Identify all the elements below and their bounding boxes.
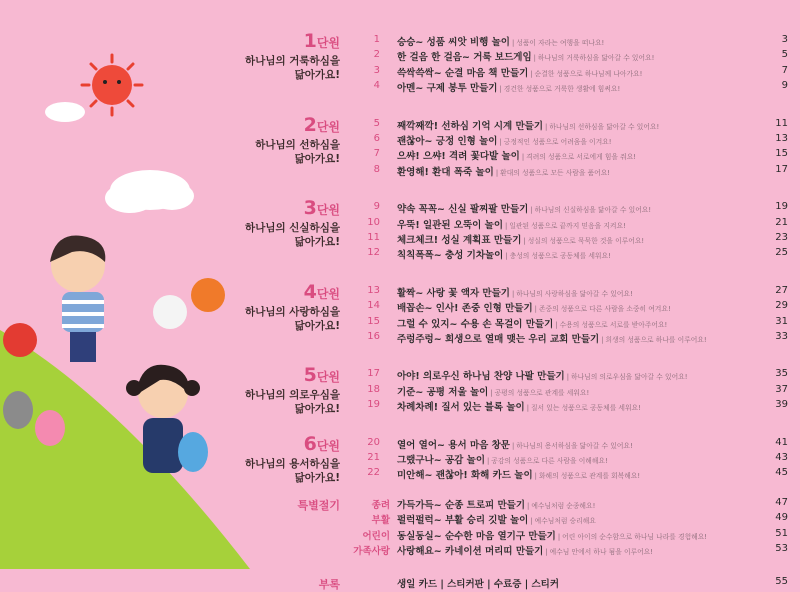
green-hill: [0, 330, 250, 569]
lesson-page: 13: [775, 132, 788, 144]
lesson-title: 기준~ 공평 저울 놀이: [397, 386, 489, 398]
lesson-text: [397, 452, 608, 466]
separator: |: [499, 137, 502, 146]
unit-title-line1: 하나님의 선하심을: [255, 138, 340, 151]
lesson-number: 12: [367, 247, 380, 259]
fruit-character-pink: [35, 410, 65, 446]
lesson-title: 승승~ 성품 씨앗 비행 놀이: [397, 37, 510, 48]
lesson-number: 7: [373, 148, 380, 160]
lesson-page: 5: [781, 49, 788, 61]
unit-title-line1: 하나님의 거룩하심을: [245, 55, 340, 67]
lesson-title: 펄럭펄럭~ 부활 승리 깃발 놀이: [397, 515, 529, 527]
lesson-text: [397, 467, 640, 481]
lesson-page: 47: [775, 496, 788, 508]
lesson-label: 부활: [371, 515, 390, 527]
lesson-row[interactable]: [230, 133, 790, 148]
lesson-description: 일관된 성품으로 끝까지 믿음을 지켜요!: [509, 221, 626, 230]
lesson-list: [230, 497, 790, 559]
lesson-number: 6: [373, 132, 380, 144]
lesson-list: [230, 437, 790, 483]
lesson-title: 쓱싹쓱싹~ 순결 마음 책 만들기: [397, 67, 529, 79]
special-heading: 특별절기: [297, 498, 340, 512]
lesson-title: 열어 열어~ 용서 마음 창문: [397, 439, 510, 451]
lesson-list: [230, 368, 790, 414]
lesson-row[interactable]: [230, 512, 790, 527]
fruit-character-blue: [178, 432, 208, 472]
separator: |: [495, 168, 499, 177]
lesson-description: 예수님 안에서 하나 됨을 이루어요!: [549, 547, 653, 556]
separator: |: [511, 289, 515, 298]
lesson-text: [397, 512, 596, 526]
lesson-page: 15: [775, 148, 788, 160]
lesson-row[interactable]: [230, 80, 790, 95]
lesson-page: 9: [781, 80, 788, 92]
separator: |: [505, 221, 508, 230]
separator: |: [555, 320, 558, 329]
lesson-page: 45: [775, 467, 788, 479]
lesson-number: 8: [373, 163, 380, 175]
appendix-page: 55: [775, 576, 788, 588]
lesson-number: 17: [367, 368, 380, 380]
lesson-row[interactable]: [230, 300, 790, 315]
lesson-page: 31: [775, 315, 788, 327]
separator: |: [487, 456, 490, 465]
lesson-description: 예수님처럼 순종해요!: [531, 501, 596, 510]
lesson-description: 하나님의 신실하심을 닮아갈 수 있어요!: [534, 206, 652, 215]
lesson-description: 충성의 성품으로 공동체를 세워요!: [509, 252, 611, 261]
lesson-description: 긍정적인 성품으로 어려움을 이겨요!: [503, 137, 612, 146]
fruit-character-apple: [3, 323, 37, 357]
lesson-title: 칙칙폭폭~ 충성 기차놀이: [397, 250, 504, 262]
lesson-row[interactable]: [230, 452, 790, 467]
separator: |: [523, 236, 526, 245]
lesson-row[interactable]: [230, 232, 790, 247]
lesson-page: 27: [775, 284, 788, 296]
lesson-description: 공평의 성품으로 관계를 세워요!: [494, 388, 590, 397]
unit-number-suffix: 단원: [316, 286, 340, 301]
unit-number-value: 5: [303, 364, 317, 387]
lesson-description: 하나님의 선하심을 닮아갈 수 있어요!: [549, 122, 660, 131]
separator: |: [530, 206, 533, 215]
lesson-number: 3: [373, 64, 380, 76]
unit-number-suffix: 단원: [316, 438, 340, 453]
lesson-number: 13: [367, 284, 380, 296]
lesson-text: [397, 285, 633, 299]
lesson-number: 18: [367, 383, 380, 395]
lesson-text: [397, 437, 633, 451]
lesson-row[interactable]: [230, 384, 790, 399]
lesson-description: 성실의 성품으로 묵묵한 것을 이루어요!: [527, 236, 645, 245]
lesson-page: 11: [775, 117, 788, 129]
lesson-description: 성품이 자라는 여행을 떠나요!: [516, 39, 605, 47]
unit-number-suffix: 단원: [316, 36, 340, 50]
lesson-row[interactable]: [230, 467, 790, 482]
lesson-description: 어린 아이의 순수함으로 하나님 나라를 경험해요!: [562, 532, 707, 541]
lesson-text: [397, 49, 654, 63]
lesson-number: 21: [367, 451, 380, 463]
appendix-heading: 부록: [318, 578, 340, 592]
lesson-page: 7: [781, 64, 788, 76]
lesson-page: 21: [775, 216, 788, 228]
unit-title-line1: 하나님의 용서하심을: [245, 457, 340, 470]
lesson-page: 53: [775, 542, 788, 554]
lesson-row[interactable]: [230, 164, 790, 179]
lesson-description: 하나님의 용서하심을 닮아갈 수 있어요!: [516, 441, 633, 450]
lesson-row[interactable]: [230, 399, 790, 414]
lesson-title: 배꼽손~ 인사! 존중 인형 만들기: [397, 303, 533, 315]
lesson-text: [397, 247, 611, 261]
lesson-row[interactable]: [230, 201, 790, 216]
lesson-text: [397, 384, 589, 398]
unit-number-value: 6: [303, 432, 317, 455]
lesson-list: [230, 118, 790, 180]
lesson-text: [397, 65, 642, 79]
lesson-title: 으쌰! 으쌰! 격려 꽃다발 놀이: [397, 151, 520, 163]
separator: |: [499, 85, 502, 94]
lesson-number: 9: [373, 201, 380, 213]
lesson-row[interactable]: [230, 316, 790, 331]
unit-title-line1: 하나님의 신실하심을: [245, 222, 340, 235]
unit-number-value: 4: [303, 280, 317, 303]
lesson-row[interactable]: [230, 437, 790, 452]
appendix-items: [397, 576, 559, 590]
lesson-title: 체크체크! 성실 계획표 만들기: [397, 234, 522, 246]
separator: |: [530, 69, 533, 78]
lesson-text: [397, 133, 611, 147]
separator: |: [533, 54, 536, 63]
lesson-title: 아멘~ 구제 봉투 만들기: [397, 83, 498, 95]
fruit-character-white: [153, 295, 187, 329]
unit-number-suffix: 단원: [316, 370, 340, 385]
lesson-page: 51: [775, 527, 788, 539]
separator: |: [511, 39, 515, 47]
lesson-number: 1: [373, 34, 380, 45]
appendix-row[interactable]: [230, 576, 790, 591]
appendix-item-list: 생일 카드 | 스티커판 | 수료증 | 스티커: [397, 579, 560, 591]
lesson-text: [397, 543, 653, 557]
separator: |: [490, 388, 493, 397]
lesson-title: 사랑해요~ 카네이션 머리띠 만들기: [397, 545, 544, 557]
lesson-row[interactable]: [230, 331, 790, 346]
lesson-description: 예수님처럼 승리해요: [534, 517, 596, 526]
lesson-page: 35: [775, 368, 788, 380]
lesson-text: [397, 34, 604, 48]
lesson-page: 39: [775, 399, 788, 411]
lesson-list: [230, 201, 790, 263]
unit-title-line1: 하나님의 의로우심을: [245, 389, 340, 402]
lesson-title: 차례차례! 질서 있는 블록 놀이: [397, 402, 525, 414]
lesson-number: 5: [373, 117, 380, 129]
lesson-text: [397, 368, 687, 382]
lesson-text: [397, 148, 636, 162]
sun-icon: [82, 55, 142, 115]
fruit-character-orange: [191, 278, 225, 312]
lesson-number: 16: [367, 330, 380, 342]
lesson-number: 22: [367, 467, 380, 479]
lesson-page: 25: [775, 247, 788, 259]
lesson-row[interactable]: [230, 368, 790, 383]
lesson-page: 19: [775, 201, 788, 213]
lesson-description: 격려의 성품으로 서로에게 힘을 줘요!: [526, 153, 636, 162]
lesson-label: 가족사랑: [353, 545, 390, 557]
lesson-text: [397, 497, 595, 511]
lesson-page: 43: [775, 451, 788, 463]
lesson-description: 경건한 성품으로 거룩한 생활에 힘써요!: [503, 85, 621, 94]
lesson-page: 23: [775, 231, 788, 243]
unit-number-suffix: 단원: [316, 203, 340, 218]
lesson-text: [397, 399, 641, 413]
lesson-row[interactable]: [230, 148, 790, 163]
lesson-title: 한 걸음 한 걸음~ 거룩 보드게임: [397, 52, 532, 64]
appendix-section: [230, 576, 790, 591]
separator: |: [557, 532, 561, 541]
unit-number-suffix: 단원: [316, 119, 340, 134]
lesson-text: [397, 528, 707, 542]
lesson-label: 어린이: [362, 530, 390, 542]
cloud-icon: [45, 102, 85, 122]
lesson-title: 째깍째깍! 선하심 기억 시계 만들기: [397, 120, 544, 132]
separator: |: [511, 441, 515, 450]
lesson-text: [397, 201, 651, 215]
unit-title-line2: 닮아가요!: [294, 236, 340, 249]
lesson-row[interactable]: [230, 118, 790, 133]
fruit-character-gray: [3, 391, 33, 429]
lesson-row[interactable]: [230, 543, 790, 558]
lesson-page: 29: [775, 300, 788, 312]
lesson-number: 19: [367, 399, 380, 411]
lesson-text: [397, 217, 626, 231]
lesson-number: 15: [367, 315, 380, 327]
boy-character: [50, 236, 105, 362]
lesson-title: 가득가득~ 순종 트로피 만들기: [397, 499, 526, 511]
lesson-number: 11: [367, 231, 380, 243]
lesson-description: 공감의 성품으로 다른 사람을 이해해요!: [491, 456, 608, 465]
unit-title-line2: 닮아가요!: [294, 471, 340, 484]
separator: |: [545, 547, 548, 556]
lesson-title: 그럴 수 있지~ 수용 손 목걸이 만들기: [397, 318, 554, 330]
lesson-page: 49: [775, 512, 788, 524]
lesson-description: 질서 있는 성품으로 공동체를 세워요!: [530, 404, 641, 413]
lesson-text: [397, 316, 667, 330]
lesson-title: 주렁주렁~ 희생으로 열매 맺는 우리 교회 만들기: [397, 333, 600, 345]
unit-number-value: 1: [303, 30, 317, 52]
lesson-description: 존중의 성품으로 다른 사람을 소중히 여겨요!: [538, 305, 671, 314]
unit-title-line2: 닮아가요!: [294, 403, 340, 416]
separator: |: [601, 335, 604, 344]
lesson-number: 4: [373, 80, 380, 92]
lesson-description: 하나님의 의로우심을 닮아갈 수 있어요!: [571, 373, 688, 382]
separator: |: [505, 252, 508, 261]
lesson-number: 10: [367, 216, 380, 228]
separator: |: [526, 404, 529, 413]
lesson-title: 약속 꼭꼭~ 신실 팔찌팔 만들기: [397, 204, 529, 216]
unit-title-line1: 하나님의 사랑하심을: [245, 305, 340, 318]
lesson-description: 하나님의 사랑하심을 닮아갈 수 있어요!: [516, 289, 633, 298]
lesson-title: 괜찮아~ 긍정 인형 놀이: [397, 135, 498, 147]
lesson-row[interactable]: [230, 528, 790, 543]
unit-title-line2: 닮아가요!: [294, 69, 340, 81]
lesson-text: [397, 232, 644, 246]
lesson-row[interactable]: [230, 34, 790, 49]
lesson-title: 동실동실~ 순수한 마음 열기구 만들기: [397, 530, 556, 542]
lesson-page: 37: [775, 383, 788, 395]
lesson-description: 환대의 성품으로 모든 사람을 품어요!: [500, 168, 611, 177]
illustration: [0, 0, 250, 569]
lesson-description: 희생의 성품으로 하나를 이루어요!: [605, 335, 707, 344]
lesson-text: [397, 331, 707, 345]
separator: |: [521, 153, 525, 162]
lesson-list: [230, 34, 790, 96]
lesson-title: 그랬구나~ 공감 놀이: [397, 454, 485, 466]
lesson-title: 환영해! 환대 폭죽 놀이: [397, 166, 494, 178]
lesson-text: [397, 164, 610, 178]
lesson-title: 아야! 의로우신 하나님 찬양 나팔 만들기: [397, 371, 565, 383]
unit-number-value: 2: [303, 113, 317, 136]
lesson-row[interactable]: [230, 217, 790, 232]
lesson-text: [397, 118, 659, 132]
lesson-row[interactable]: [230, 285, 790, 300]
lesson-page: 3: [781, 34, 788, 45]
lesson-description: 하나님의 거룩하심을 닮아갈 수 있어요!: [537, 54, 655, 63]
lesson-description: 화해의 성품으로 관계를 회복해요!: [538, 472, 641, 481]
lesson-title: 활짝~ 사랑 꽃 액자 만들기: [397, 287, 510, 299]
lesson-text: [397, 80, 620, 94]
lesson-title: 우뚝! 일관된 오뚝이 놀이: [397, 219, 504, 231]
lesson-number: 2: [373, 49, 380, 61]
lesson-title: 미안해~ 괜찮아! 화해 카드 놀이: [397, 470, 533, 482]
cloud-icon: [105, 170, 194, 213]
lesson-description: 순결한 성품으로 하나님께 나아가요!: [534, 69, 643, 78]
lesson-list: [230, 285, 790, 347]
lesson-page: 41: [775, 436, 788, 448]
lesson-description: 수용의 성품으로 서로를 받아주어요!: [559, 320, 668, 329]
lesson-page: 17: [775, 163, 788, 175]
lesson-number: 14: [367, 300, 380, 312]
separator: |: [534, 305, 537, 314]
separator: |: [530, 517, 533, 526]
separator: |: [534, 472, 537, 481]
separator: |: [566, 373, 569, 382]
lesson-number: 20: [367, 436, 380, 448]
unit-title-line2: 닮아가요!: [294, 319, 340, 332]
lesson-row[interactable]: [230, 49, 790, 64]
lesson-row[interactable]: [230, 65, 790, 80]
lesson-text: [397, 300, 671, 314]
lesson-row[interactable]: [230, 497, 790, 512]
lesson-label: 종려: [371, 499, 390, 511]
lesson-page: 33: [775, 330, 788, 342]
lesson-row[interactable]: [230, 247, 790, 262]
separator: |: [545, 122, 548, 131]
unit-number-value: 3: [303, 197, 317, 220]
unit-title-line2: 닮아가요!: [294, 152, 340, 165]
separator: |: [527, 501, 530, 510]
